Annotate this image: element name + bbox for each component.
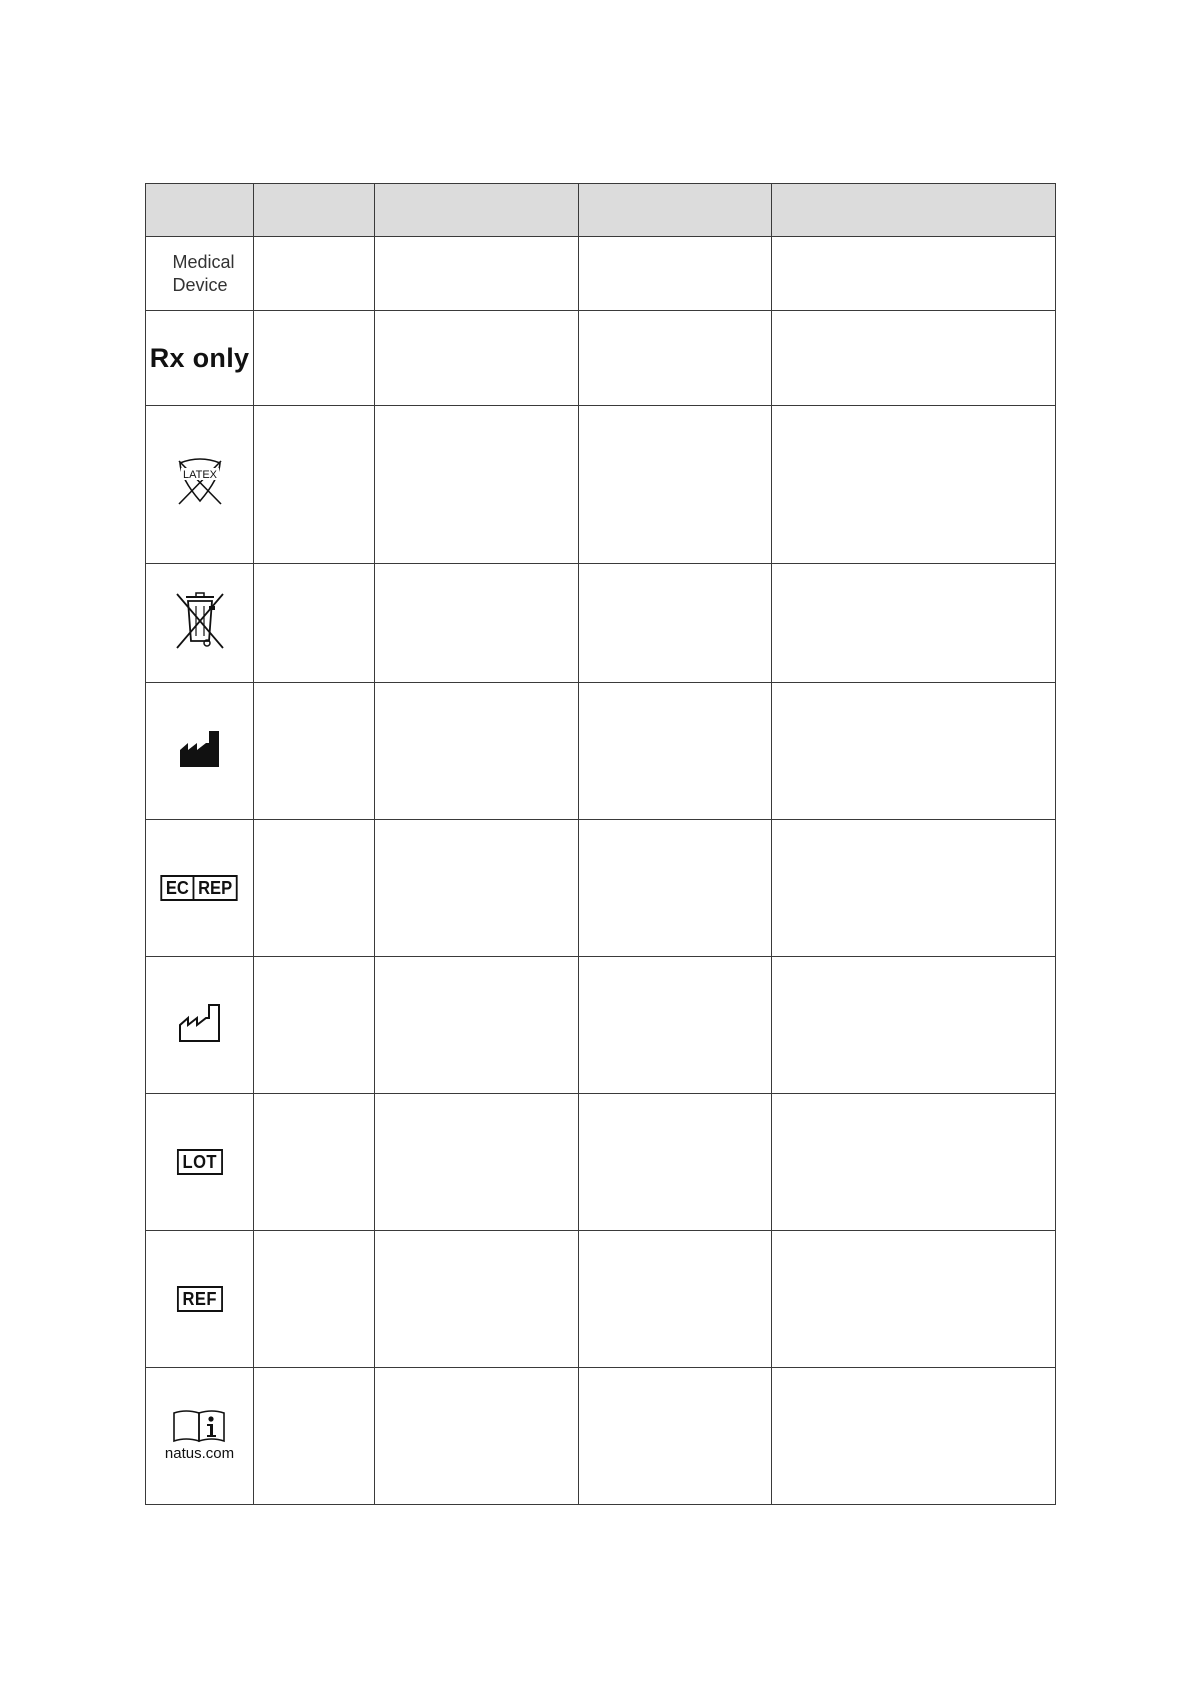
table-cell: [375, 406, 579, 564]
symbol-cell: [146, 1231, 254, 1368]
table-cell: [772, 820, 1056, 957]
table-cell: [579, 820, 772, 957]
table-row: [146, 564, 1056, 683]
header-cell: [375, 184, 579, 237]
table-cell: [579, 683, 772, 820]
symbol-cell: [146, 1094, 254, 1231]
table-cell: [254, 820, 375, 957]
table-cell: [375, 1231, 579, 1368]
table-cell: [254, 1094, 375, 1231]
table-cell: [375, 683, 579, 820]
table-cell: [375, 311, 579, 406]
table-cell: [579, 237, 772, 311]
medical-device-line1: Medical: [172, 251, 235, 272]
table-cell: [254, 683, 375, 820]
table-cell: [772, 406, 1056, 564]
table-row: [146, 1368, 1056, 1505]
table-cell: [579, 1094, 772, 1231]
table-cell: [254, 1231, 375, 1368]
table-cell: [375, 957, 579, 1094]
table-row: [146, 311, 1056, 406]
table-cell: [254, 564, 375, 683]
table-row: [146, 820, 1056, 957]
ec-label: EC: [166, 878, 190, 898]
header-cell: [579, 184, 772, 237]
symbols-table: [145, 183, 1056, 1505]
table-cell: [375, 1094, 579, 1231]
symbol-cell: [146, 820, 254, 957]
table-cell: [375, 820, 579, 957]
table-cell: [254, 1368, 375, 1505]
header-cell: [772, 184, 1056, 237]
table-cell: [375, 237, 579, 311]
ifu-url-text: natus.com: [164, 1445, 235, 1462]
table-cell: [579, 311, 772, 406]
symbol-cell: [146, 683, 254, 820]
table-cell: [375, 1368, 579, 1505]
table-cell: [579, 957, 772, 1094]
table-row: [146, 683, 1056, 820]
weee-crossed-bin-icon: [174, 591, 226, 651]
table-cell: [772, 564, 1056, 683]
table-cell: [579, 406, 772, 564]
latex-free-icon: [175, 457, 225, 507]
table-cell: [579, 1368, 772, 1505]
table-cell: [375, 564, 579, 683]
table-cell: [772, 1094, 1056, 1231]
header-cell: [146, 184, 254, 237]
table-row: [146, 406, 1056, 564]
table-cell: [772, 957, 1056, 1094]
table-cell: [579, 564, 772, 683]
ec-rep-icon: [161, 875, 238, 901]
manufacturer-icon: [179, 730, 221, 768]
medical-device-symbol: [164, 251, 234, 297]
table-cell: [254, 957, 375, 1094]
table-row: [146, 957, 1056, 1094]
symbol-cell: [146, 564, 254, 683]
symbol-cell: [146, 237, 254, 311]
ref-icon: REF: [177, 1286, 223, 1312]
symbol-cell: [146, 406, 254, 564]
table-header-row: [146, 184, 1056, 237]
table-cell: [579, 1231, 772, 1368]
header-cell: [254, 184, 375, 237]
rx-only-symbol: Rx only: [149, 342, 250, 373]
symbol-cell: [146, 1368, 254, 1505]
consult-ifu-icon: [165, 1409, 234, 1462]
table-row: [146, 1231, 1056, 1368]
table-row: [146, 237, 1056, 311]
symbol-cell: [146, 957, 254, 1094]
table-cell: [772, 683, 1056, 820]
table-cell: [254, 237, 375, 311]
table-cell: [772, 1231, 1056, 1368]
table-row: [146, 1094, 1056, 1231]
table-cell: [254, 311, 375, 406]
symbol-cell: [146, 311, 254, 406]
lot-icon: LOT: [177, 1149, 223, 1175]
medical-device-line2: Device: [172, 274, 228, 295]
date-of-manufacture-icon: [178, 1003, 222, 1043]
table-cell: [772, 1368, 1056, 1505]
table-cell: [254, 406, 375, 564]
table-cell: [772, 237, 1056, 311]
latex-label: LATEX: [182, 469, 217, 481]
rep-label: REP: [198, 878, 233, 898]
table-cell: [772, 311, 1056, 406]
